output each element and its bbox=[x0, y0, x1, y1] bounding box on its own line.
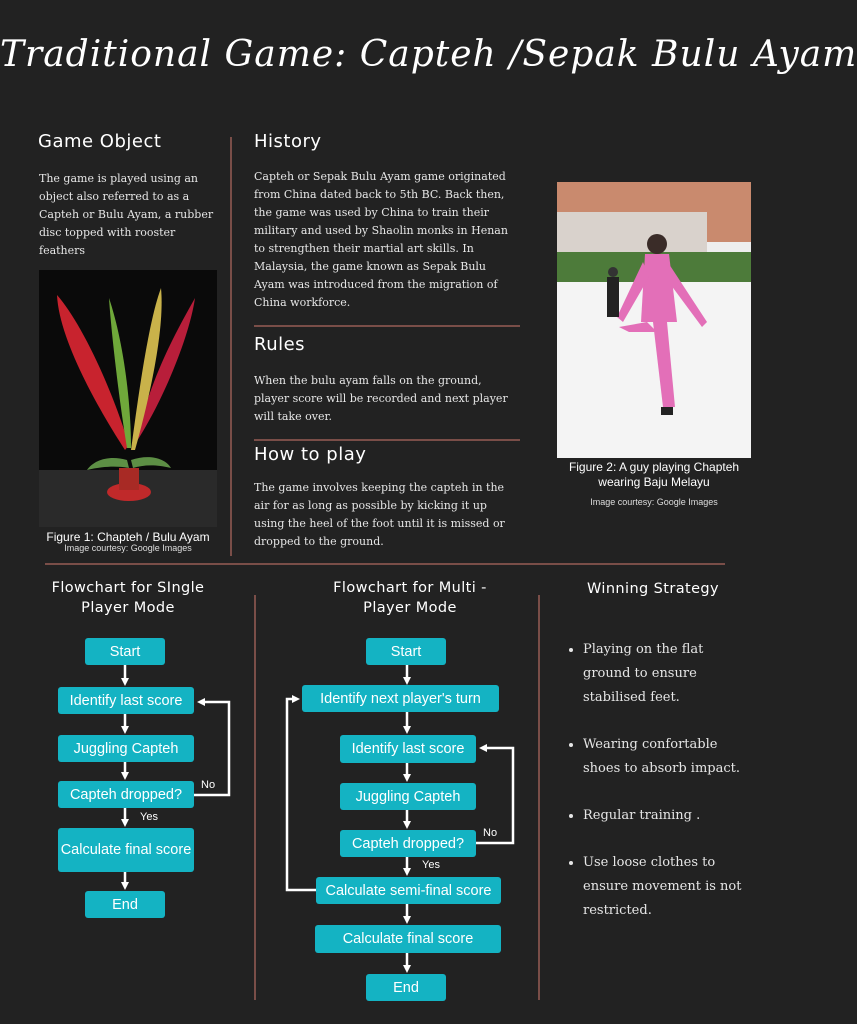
multi-no-label: No bbox=[483, 827, 498, 839]
figure-1-courtesy: Image courtesy: Google Images bbox=[64, 543, 192, 553]
game-object-text: The game is played using an object also referred to as a Capteh or Bulu Ayam, a rubber disc topped with rooster feathers bbox=[39, 172, 214, 257]
multi-start-box: Start bbox=[366, 638, 446, 665]
multi-dropped-decision-box: Capteh dropped? bbox=[340, 830, 476, 857]
strategy-item: • Use loose clothes to ensure movement is not restricted. bbox=[583, 851, 751, 923]
multi-yes-label: Yes bbox=[422, 859, 440, 871]
multi-juggling-box: Juggling Capteh bbox=[340, 783, 476, 810]
multi-calc-semi-final-box: Calculate semi-final score bbox=[316, 877, 501, 904]
rules-heading: Rules bbox=[254, 334, 306, 355]
single-yes-label: Yes bbox=[140, 811, 158, 823]
multi-identify-next-turn-box: Identify next player's turn bbox=[302, 685, 499, 712]
rules-text: When the bulu ayam falls on the ground, player score will be recorded and next player will take over. bbox=[254, 374, 508, 423]
strategy-item: • Regular training . bbox=[583, 804, 751, 828]
figure-2-courtesy: Image courtesy: Google Images bbox=[590, 497, 718, 507]
single-start-box: Start bbox=[85, 638, 165, 665]
single-dropped-decision-box: Capteh dropped? bbox=[58, 781, 194, 808]
figure-2-caption: Figure 2: A guy playing Chapteh wearing Baju Melayu bbox=[568, 460, 740, 489]
page-title: Traditional Game: Capteh /Sepak Bulu Ayam bbox=[0, 34, 857, 75]
single-identify-last-score-box: Identify last score bbox=[58, 687, 194, 714]
single-calc-final-box: Calculate final score bbox=[58, 828, 194, 872]
multi-end-box: End bbox=[366, 974, 446, 1001]
strategy-item: • Playing on the flat ground to ensure stabilised feet. bbox=[583, 638, 751, 710]
multi-calc-final-box: Calculate final score bbox=[315, 925, 501, 953]
single-no-label: No bbox=[201, 779, 216, 791]
figure-1-caption: Figure 1: Chapteh / Bulu Ayam bbox=[46, 530, 210, 544]
single-juggling-box: Juggling Capteh bbox=[58, 735, 194, 762]
winning-strategy-list bbox=[561, 638, 751, 946]
single-end-box: End bbox=[85, 891, 165, 918]
flowchart-multi-heading: Flowchart for Multi - Player Mode bbox=[333, 580, 487, 616]
history-heading: History bbox=[254, 131, 322, 152]
winning-strategy-heading: Winning Strategy bbox=[587, 581, 719, 597]
multi-identify-last-score-box: Identify last score bbox=[340, 735, 476, 763]
how-to-play-heading: How to play bbox=[254, 444, 367, 465]
strategy-item: • Wearing confortable shoes to absorb impact. bbox=[583, 733, 751, 781]
how-to-play-text: The game involves keeping the capteh in the air for as long as possible by kicking it up using the heel of the foot until it is missed or dropped to the ground. bbox=[254, 481, 505, 548]
history-text: Capteh or Sepak Bulu Ayam game originated from China dated back to 5th BC. Back then, the game was used by China to train their military and used by Shaolin monks in Henan to strengthen their martial art skills. In Malaysia, the game known as Sepak Bulu Ayam was introduced from the migration of China workforce. bbox=[254, 170, 508, 309]
flowchart-single-heading: Flowchart for SIngle Player Mode bbox=[51, 580, 205, 616]
game-object-heading: Game Object bbox=[38, 131, 162, 152]
